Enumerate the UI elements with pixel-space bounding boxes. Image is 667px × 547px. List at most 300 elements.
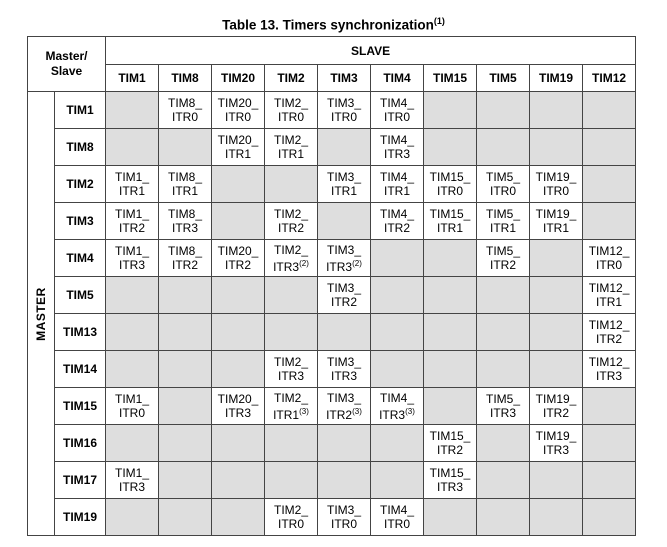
trigger-timer: TIM2_ bbox=[273, 207, 308, 221]
trigger-timer: TIM1_ bbox=[114, 207, 149, 221]
trigger-timer: TIM20_ bbox=[217, 96, 259, 110]
table-row bbox=[28, 240, 636, 277]
trigger-cell bbox=[477, 388, 530, 425]
trigger-cell bbox=[530, 166, 583, 203]
trigger-cell bbox=[477, 166, 530, 203]
empty-cell bbox=[265, 462, 318, 499]
empty-cell bbox=[371, 240, 424, 277]
trigger-itr bbox=[212, 147, 264, 161]
corner-header bbox=[28, 37, 106, 92]
footnote-ref: (2) bbox=[352, 258, 362, 268]
empty-cell bbox=[477, 92, 530, 129]
trigger-itr bbox=[212, 406, 264, 420]
row-header-tim16: TIM16 bbox=[55, 425, 106, 462]
trigger-itr bbox=[106, 258, 158, 272]
trigger-itr-text: ITR0 bbox=[118, 406, 145, 420]
empty-cell bbox=[318, 425, 371, 462]
trigger-timer: TIM8_ bbox=[167, 170, 202, 184]
empty-cell bbox=[371, 277, 424, 314]
column-header-tim1: TIM1 bbox=[106, 65, 159, 92]
empty-cell bbox=[477, 462, 530, 499]
trigger-timer: TIM4_ bbox=[379, 170, 414, 184]
trigger-cell bbox=[371, 499, 424, 536]
trigger-itr-text: ITR1 bbox=[171, 184, 198, 198]
table-row bbox=[28, 203, 636, 240]
trigger-itr bbox=[265, 221, 317, 235]
trigger-itr bbox=[424, 443, 476, 457]
trigger-cell bbox=[106, 166, 159, 203]
empty-cell bbox=[159, 314, 212, 351]
trigger-itr bbox=[530, 406, 582, 420]
trigger-itr bbox=[265, 257, 317, 274]
slave-header: SLAVE bbox=[106, 37, 636, 65]
trigger-timer: TIM1_ bbox=[114, 392, 149, 406]
trigger-itr bbox=[318, 295, 370, 309]
empty-cell bbox=[212, 425, 265, 462]
trigger-cell bbox=[212, 92, 265, 129]
trigger-timer: TIM12_ bbox=[588, 244, 630, 258]
trigger-timer: TIM12_ bbox=[588, 281, 630, 295]
empty-cell bbox=[530, 240, 583, 277]
trigger-timer: TIM12_ bbox=[588, 318, 630, 332]
empty-cell bbox=[159, 277, 212, 314]
trigger-itr-text: ITR3 bbox=[118, 258, 145, 272]
trigger-itr bbox=[212, 110, 264, 124]
trigger-cell bbox=[106, 203, 159, 240]
trigger-itr bbox=[159, 110, 211, 124]
empty-cell bbox=[530, 351, 583, 388]
empty-cell bbox=[477, 129, 530, 166]
trigger-cell bbox=[265, 499, 318, 536]
empty-cell bbox=[583, 92, 636, 129]
corner-line-2: Slave bbox=[50, 64, 83, 78]
empty-cell bbox=[106, 277, 159, 314]
trigger-itr-text: ITR1 bbox=[383, 184, 410, 198]
trigger-cell bbox=[530, 388, 583, 425]
row-header-tim15: TIM15 bbox=[55, 388, 106, 425]
trigger-timer: TIM2_ bbox=[273, 355, 308, 369]
table-row bbox=[28, 351, 636, 388]
trigger-cell bbox=[265, 351, 318, 388]
trigger-itr-text: ITR3 bbox=[118, 480, 145, 494]
table-body bbox=[28, 92, 636, 536]
trigger-timer: TIM3_ bbox=[326, 281, 361, 295]
trigger-cell bbox=[212, 129, 265, 166]
empty-cell bbox=[530, 277, 583, 314]
trigger-itr-text: ITR0 bbox=[383, 517, 410, 531]
trigger-itr-text: ITR1 bbox=[436, 221, 463, 235]
empty-cell bbox=[424, 314, 477, 351]
empty-cell bbox=[424, 499, 477, 536]
trigger-itr bbox=[265, 369, 317, 383]
empty-cell bbox=[318, 462, 371, 499]
trigger-timer: TIM20_ bbox=[217, 244, 259, 258]
trigger-itr bbox=[530, 443, 582, 457]
trigger-cell bbox=[212, 388, 265, 425]
trigger-itr bbox=[371, 517, 423, 531]
trigger-timer: TIM3_ bbox=[326, 355, 361, 369]
trigger-timer: TIM19_ bbox=[535, 207, 577, 221]
trigger-timer: TIM15_ bbox=[429, 170, 471, 184]
trigger-itr bbox=[318, 517, 370, 531]
row-header-tim3: TIM3 bbox=[55, 203, 106, 240]
trigger-timer: TIM2_ bbox=[273, 503, 308, 517]
trigger-cell bbox=[477, 240, 530, 277]
empty-cell bbox=[265, 277, 318, 314]
trigger-itr bbox=[371, 405, 423, 422]
trigger-cell bbox=[583, 351, 636, 388]
trigger-itr bbox=[106, 184, 158, 198]
trigger-cell bbox=[212, 240, 265, 277]
table-row bbox=[28, 462, 636, 499]
trigger-timer: TIM1_ bbox=[114, 244, 149, 258]
trigger-itr bbox=[159, 184, 211, 198]
empty-cell bbox=[318, 314, 371, 351]
empty-cell bbox=[212, 166, 265, 203]
trigger-itr bbox=[583, 332, 635, 346]
trigger-cell bbox=[530, 425, 583, 462]
trigger-itr bbox=[477, 406, 529, 420]
trigger-itr bbox=[477, 221, 529, 235]
empty-cell bbox=[583, 499, 636, 536]
trigger-itr bbox=[371, 147, 423, 161]
trigger-cell bbox=[371, 203, 424, 240]
trigger-itr bbox=[583, 258, 635, 272]
empty-cell bbox=[212, 462, 265, 499]
trigger-itr bbox=[424, 480, 476, 494]
trigger-cell bbox=[583, 314, 636, 351]
row-header-tim5: TIM5 bbox=[55, 277, 106, 314]
trigger-itr-text: ITR2 bbox=[330, 295, 357, 309]
trigger-itr-text: ITR0 bbox=[330, 110, 357, 124]
trigger-timer: TIM3_ bbox=[326, 170, 361, 184]
trigger-timer: TIM3_ bbox=[326, 503, 361, 517]
trigger-cell bbox=[318, 166, 371, 203]
empty-cell bbox=[371, 314, 424, 351]
empty-cell bbox=[583, 462, 636, 499]
trigger-itr-text: ITR0 bbox=[596, 258, 623, 272]
empty-cell bbox=[212, 351, 265, 388]
empty-cell bbox=[424, 92, 477, 129]
trigger-itr-text: ITR0 bbox=[436, 184, 463, 198]
empty-cell bbox=[106, 499, 159, 536]
trigger-cell bbox=[159, 92, 212, 129]
empty-cell bbox=[371, 351, 424, 388]
column-header-row bbox=[28, 65, 636, 92]
empty-cell bbox=[477, 277, 530, 314]
trigger-timer: TIM5_ bbox=[485, 170, 520, 184]
trigger-itr bbox=[530, 221, 582, 235]
trigger-cell bbox=[106, 388, 159, 425]
empty-cell bbox=[530, 129, 583, 166]
trigger-itr bbox=[265, 517, 317, 531]
row-header-tim17: TIM17 bbox=[55, 462, 106, 499]
row-header-tim1: TIM1 bbox=[55, 92, 106, 129]
trigger-itr-text: ITR3 bbox=[383, 147, 410, 161]
empty-cell bbox=[477, 499, 530, 536]
empty-cell bbox=[159, 129, 212, 166]
empty-cell bbox=[477, 351, 530, 388]
trigger-cell bbox=[371, 166, 424, 203]
trigger-timer: TIM20_ bbox=[217, 392, 259, 406]
empty-cell bbox=[106, 425, 159, 462]
footnote-ref: (3) bbox=[405, 406, 415, 416]
trigger-timer: TIM1_ bbox=[114, 466, 149, 480]
row-header-tim14: TIM14 bbox=[55, 351, 106, 388]
trigger-timer: TIM8_ bbox=[167, 207, 202, 221]
trigger-itr bbox=[530, 184, 582, 198]
trigger-itr-text: ITR1 bbox=[224, 147, 251, 161]
column-header-tim3: TIM3 bbox=[318, 65, 371, 92]
trigger-itr-text: ITR0 bbox=[542, 184, 569, 198]
empty-cell bbox=[265, 425, 318, 462]
trigger-timer: TIM19_ bbox=[535, 429, 577, 443]
trigger-itr bbox=[477, 258, 529, 272]
trigger-itr-text: ITR3 bbox=[596, 369, 623, 383]
trigger-itr bbox=[318, 369, 370, 383]
trigger-itr-text: ITR2 bbox=[489, 258, 516, 272]
trigger-timer: TIM4_ bbox=[379, 390, 414, 405]
trigger-timer: TIM4_ bbox=[379, 207, 414, 221]
trigger-itr-text: ITR3 bbox=[326, 259, 353, 274]
trigger-timer: TIM2_ bbox=[273, 133, 308, 147]
trigger-itr bbox=[106, 480, 158, 494]
trigger-itr-text: ITR2 bbox=[326, 407, 353, 422]
trigger-cell bbox=[159, 203, 212, 240]
trigger-itr bbox=[212, 258, 264, 272]
trigger-cell bbox=[583, 277, 636, 314]
empty-cell bbox=[424, 388, 477, 425]
trigger-cell bbox=[371, 129, 424, 166]
empty-cell bbox=[159, 499, 212, 536]
trigger-itr bbox=[265, 110, 317, 124]
empty-cell bbox=[212, 203, 265, 240]
empty-cell bbox=[424, 240, 477, 277]
empty-cell bbox=[212, 314, 265, 351]
trigger-timer: TIM15_ bbox=[429, 466, 471, 480]
trigger-timer: TIM19_ bbox=[535, 170, 577, 184]
empty-cell bbox=[477, 425, 530, 462]
column-header-tim19: TIM19 bbox=[530, 65, 583, 92]
trigger-cell bbox=[265, 92, 318, 129]
empty-cell bbox=[159, 462, 212, 499]
empty-cell bbox=[318, 203, 371, 240]
trigger-itr-text: ITR0 bbox=[171, 110, 198, 124]
trigger-itr-text: ITR0 bbox=[277, 517, 304, 531]
empty-cell bbox=[583, 425, 636, 462]
column-header-tim12: TIM12 bbox=[583, 65, 636, 92]
empty-cell bbox=[477, 314, 530, 351]
trigger-itr bbox=[265, 405, 317, 422]
trigger-itr-text: ITR2 bbox=[436, 443, 463, 457]
table-title-note: (1) bbox=[433, 16, 445, 26]
trigger-cell bbox=[318, 388, 371, 425]
row-header-tim13: TIM13 bbox=[55, 314, 106, 351]
table-title-text: Table 13. Timers synchronization bbox=[222, 17, 434, 33]
trigger-itr-text: ITR0 bbox=[224, 110, 251, 124]
trigger-itr-text: ITR2 bbox=[277, 221, 304, 235]
trigger-cell bbox=[424, 462, 477, 499]
trigger-timer: TIM15_ bbox=[429, 429, 471, 443]
trigger-itr-text: ITR1 bbox=[277, 147, 304, 161]
empty-cell bbox=[106, 351, 159, 388]
table-row bbox=[28, 166, 636, 203]
trigger-itr bbox=[106, 406, 158, 420]
trigger-itr-text: ITR2 bbox=[596, 332, 623, 346]
footnote-ref: (3) bbox=[299, 406, 309, 416]
trigger-cell bbox=[265, 203, 318, 240]
trigger-cell bbox=[371, 388, 424, 425]
trigger-itr-text: ITR3 bbox=[277, 369, 304, 383]
trigger-itr bbox=[424, 184, 476, 198]
trigger-itr-text: ITR0 bbox=[277, 110, 304, 124]
trigger-timer: TIM5_ bbox=[485, 244, 520, 258]
trigger-itr-text: ITR3 bbox=[436, 480, 463, 494]
trigger-itr-text: ITR1 bbox=[330, 184, 357, 198]
column-header-tim8: TIM8 bbox=[159, 65, 212, 92]
trigger-itr bbox=[318, 184, 370, 198]
empty-cell bbox=[212, 277, 265, 314]
trigger-itr-text: ITR2 bbox=[542, 406, 569, 420]
empty-cell bbox=[424, 351, 477, 388]
trigger-itr-text: ITR1 bbox=[118, 184, 145, 198]
empty-cell bbox=[530, 314, 583, 351]
trigger-itr-text: ITR2 bbox=[383, 221, 410, 235]
trigger-itr bbox=[265, 147, 317, 161]
trigger-itr-text: ITR2 bbox=[171, 258, 198, 272]
table-row bbox=[28, 314, 636, 351]
table-row bbox=[28, 499, 636, 536]
trigger-cell bbox=[424, 166, 477, 203]
trigger-cell bbox=[159, 166, 212, 203]
trigger-timer: TIM4_ bbox=[379, 133, 414, 147]
trigger-cell bbox=[265, 240, 318, 277]
empty-cell bbox=[583, 166, 636, 203]
table-row bbox=[28, 388, 636, 425]
trigger-itr-text: ITR3 bbox=[171, 221, 198, 235]
trigger-itr-text: ITR3 bbox=[489, 406, 516, 420]
row-header-tim2: TIM2 bbox=[55, 166, 106, 203]
trigger-itr-text: ITR0 bbox=[489, 184, 516, 198]
trigger-itr bbox=[159, 258, 211, 272]
trigger-itr bbox=[318, 257, 370, 274]
empty-cell bbox=[159, 425, 212, 462]
empty-cell bbox=[583, 388, 636, 425]
trigger-cell bbox=[424, 425, 477, 462]
empty-cell bbox=[265, 166, 318, 203]
trigger-cell bbox=[371, 92, 424, 129]
footnote-ref: (2) bbox=[299, 258, 309, 268]
empty-cell bbox=[583, 129, 636, 166]
trigger-cell bbox=[424, 203, 477, 240]
trigger-itr bbox=[159, 221, 211, 235]
table-row bbox=[28, 92, 636, 129]
empty-cell bbox=[530, 92, 583, 129]
trigger-itr-text: ITR1 bbox=[542, 221, 569, 235]
trigger-cell bbox=[530, 203, 583, 240]
row-header-tim19: TIM19 bbox=[55, 499, 106, 536]
trigger-timer: TIM1_ bbox=[114, 170, 149, 184]
empty-cell bbox=[106, 92, 159, 129]
trigger-itr bbox=[318, 405, 370, 422]
trigger-itr bbox=[477, 184, 529, 198]
trigger-itr bbox=[583, 295, 635, 309]
trigger-timer: TIM2_ bbox=[273, 96, 308, 110]
trigger-itr bbox=[106, 221, 158, 235]
trigger-itr-text: ITR1 bbox=[489, 221, 516, 235]
table-row bbox=[28, 277, 636, 314]
column-header-tim20: TIM20 bbox=[212, 65, 265, 92]
table-title bbox=[0, 16, 667, 33]
trigger-cell bbox=[583, 240, 636, 277]
trigger-itr-text: ITR3 bbox=[379, 407, 406, 422]
trigger-itr-text: ITR3 bbox=[542, 443, 569, 457]
row-header-tim8: TIM8 bbox=[55, 129, 106, 166]
trigger-timer: TIM5_ bbox=[485, 207, 520, 221]
empty-cell bbox=[530, 499, 583, 536]
corner-line-1: Master/ bbox=[45, 49, 88, 63]
empty-cell bbox=[530, 462, 583, 499]
trigger-itr-text: ITR1 bbox=[596, 295, 623, 309]
column-header-tim4: TIM4 bbox=[371, 65, 424, 92]
trigger-timer: TIM8_ bbox=[167, 96, 202, 110]
trigger-cell bbox=[265, 129, 318, 166]
trigger-itr-text: ITR3 bbox=[224, 406, 251, 420]
trigger-cell bbox=[265, 388, 318, 425]
empty-cell bbox=[159, 388, 212, 425]
trigger-timer: TIM4_ bbox=[379, 96, 414, 110]
trigger-timer: TIM3_ bbox=[326, 390, 361, 405]
trigger-cell bbox=[106, 240, 159, 277]
trigger-cell bbox=[318, 240, 371, 277]
trigger-timer: TIM5_ bbox=[485, 392, 520, 406]
empty-cell bbox=[424, 129, 477, 166]
trigger-timer: TIM4_ bbox=[379, 503, 414, 517]
trigger-timer: TIM12_ bbox=[588, 355, 630, 369]
timers-sync-table bbox=[27, 36, 636, 536]
trigger-itr bbox=[583, 369, 635, 383]
trigger-itr-text: ITR1 bbox=[273, 407, 300, 422]
empty-cell bbox=[371, 462, 424, 499]
trigger-timer: TIM2_ bbox=[273, 390, 308, 405]
trigger-itr-text: ITR3 bbox=[273, 259, 300, 274]
empty-cell bbox=[106, 129, 159, 166]
table-row bbox=[28, 129, 636, 166]
trigger-cell bbox=[318, 499, 371, 536]
empty-cell bbox=[159, 351, 212, 388]
trigger-itr bbox=[318, 110, 370, 124]
trigger-cell bbox=[106, 462, 159, 499]
trigger-cell bbox=[318, 92, 371, 129]
trigger-timer: TIM20_ bbox=[217, 133, 259, 147]
trigger-itr-text: ITR2 bbox=[118, 221, 145, 235]
empty-cell bbox=[212, 499, 265, 536]
empty-cell bbox=[424, 277, 477, 314]
trigger-itr-text: ITR0 bbox=[330, 517, 357, 531]
empty-cell bbox=[318, 129, 371, 166]
column-header-tim5: TIM5 bbox=[477, 65, 530, 92]
trigger-itr-text: ITR0 bbox=[383, 110, 410, 124]
trigger-itr bbox=[371, 110, 423, 124]
trigger-cell bbox=[477, 203, 530, 240]
trigger-cell bbox=[318, 277, 371, 314]
master-header bbox=[28, 92, 55, 536]
trigger-timer: TIM2_ bbox=[273, 242, 308, 257]
column-header-tim2: TIM2 bbox=[265, 65, 318, 92]
empty-cell bbox=[371, 425, 424, 462]
footnote-ref: (3) bbox=[352, 406, 362, 416]
trigger-cell bbox=[159, 240, 212, 277]
